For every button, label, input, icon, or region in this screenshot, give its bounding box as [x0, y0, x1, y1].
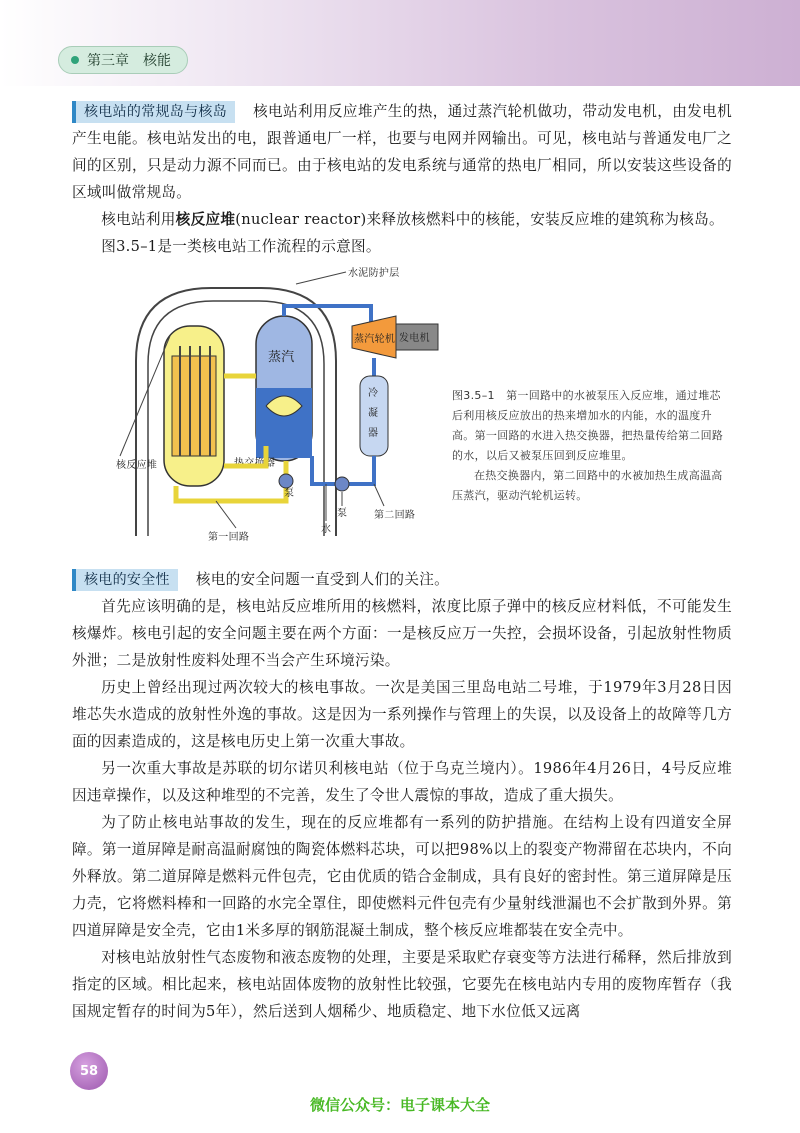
- page-number-badge: 58: [70, 1052, 108, 1090]
- chapter-badge: [58, 46, 188, 74]
- paragraph-safety-3: 另一次重大事故是苏联的切尔诺贝利核电站（位于乌克兰境内）。1986年4月26日，4号反应堆因违章操作，以及这种堆型的不完善，发生了令世人震惊的事故，造成了重大损失。: [72, 760, 732, 804]
- label-cooler-1: 冷: [368, 388, 379, 399]
- pump-2: [335, 477, 349, 491]
- reactor-term: 核反应堆: [175, 211, 236, 228]
- figure-3-5-1: [72, 266, 732, 556]
- label-loop1: 第一回路: [208, 532, 250, 543]
- label-cooler-3: 器: [368, 428, 379, 439]
- chapter-title: 第三章 核能: [87, 53, 171, 69]
- pump-1: [279, 474, 293, 488]
- label-turbine: 蒸汽轮机: [354, 334, 396, 345]
- section-tag-safety: 核电的安全性: [72, 569, 178, 591]
- caption-part-1: 图3.5–1 第一回路中的水被泵压入反应堆，通过堆芯后利用核反应放出的热来增加水的内能，水的温度升高。第一回路的水进入热交换器，把热量传给第二回路的水，以后又被泵压回到反应堆里。: [452, 389, 724, 462]
- label-loop2: 第二回路: [374, 510, 416, 521]
- paragraph-safety-2: 历史上曾经出现过两次较大的核电事故。一次是美国三里岛电站二号堆，于1979年3月28日因堆芯失水造成的放射性外逸的事故。这是因为一系列操作与管理上的失误，以及设备上的故障等几方面的因素造成的，这是核电历史上第一次重大事故。: [72, 679, 732, 750]
- reactor-diagram: [116, 266, 476, 556]
- paragraph-island-intro: [72, 98, 732, 206]
- island-intro-text: 核电站利用反应堆产生的热，通过蒸汽轮机做功，带动发电机，由发电机产生电能。核电站发出的电，跟普通电厂一样，也要与电网并网输出。可见，核电站与普通发电厂之间的区别，只是动力源不同而已。由于核电站的发电系统与通常的热电厂相同，所以安装这些设备的区域叫做常规岛。: [72, 103, 732, 201]
- loop2-leader: [374, 484, 384, 506]
- watermark-text: 微信公众号：电子课本大全: [309, 1096, 490, 1114]
- reactor-text-a: 核电站利用: [101, 211, 176, 228]
- paragraph-safety-4: 为了防止核电站事故的发生，现在的反应堆都有一系列的防护措施。在结构上设有四道安全屏障。第一道屏障是耐高温耐腐蚀的陶瓷体燃料芯块，可以把98%以上的裂变产物滞留在芯块内，不向外释放。第二道屏障是燃料元件包壳，它由优质的锆合金制成，具有良好的密封性。第三道屏障是压力壳，它将燃料棒和一回路的水完全罩住，即使燃料元件包壳有少量射线泄漏也不会扩散到外界。第四道屏障是安全壳，它由1米多厚的钢筋混凝土制成，整个核反应堆都装在安全壳中。: [72, 814, 732, 939]
- paragraph-safety-1: 首先应该明确的是，核电站反应堆所用的核燃料，浓度比原子弹中的核反应材料低，不可能发生核爆炸。核电引起的安全问题主要在两个方面：一是核反应万一失控，会损坏设备，引起放射性物质外泄；二是放射性废料处理不当会产生环境污染。: [72, 598, 732, 669]
- label-steam: 蒸汽: [268, 350, 295, 365]
- section-tag-island: 核电站的常规岛与核岛: [72, 101, 235, 123]
- loop1-leader: [216, 501, 236, 528]
- bullet-dot-icon: [71, 56, 79, 64]
- reactor-leader: [120, 336, 170, 456]
- label-pump2: 泵: [337, 508, 348, 519]
- label-pump1: 泵: [284, 488, 295, 499]
- paragraph-safety-intro: [72, 566, 732, 593]
- page-body: [72, 94, 732, 1025]
- reactor-text-b: (nuclear reactor)来释放核燃料中的核能，安装反应堆的建筑称为核岛。: [235, 211, 724, 228]
- label-reactor: 核反应堆: [116, 460, 158, 471]
- figure-caption: [452, 386, 732, 506]
- label-shield: 水泥防护层: [348, 268, 400, 279]
- caption-part-2: 在热交换器内，第二回路中的水被加热生成高温高压蒸汽，驱动汽轮机运转。: [452, 469, 723, 502]
- paragraph-figure-ref: 图3.5–1是一类核电站工作流程的示意图。: [101, 238, 381, 255]
- label-water: 水: [321, 524, 332, 535]
- label-cooler-2: 凝: [368, 408, 379, 419]
- paragraph-reactor: [72, 206, 732, 233]
- shield-leader: [296, 272, 346, 284]
- safety-intro-text: 核电的安全问题一直受到人们的关注。: [195, 571, 450, 588]
- label-exchanger: 热交换器: [234, 458, 276, 469]
- paragraph-safety-5: 对核电站放射性气态废物和液态废物的处理，主要是采取贮存衰变等方法进行稀释，然后排放到指定的区域。相比起来，核电站固体废物的放射性比较强，它要先在核电站内专用的废物库暂存（我国规定暂存的时间为5年），然后送到人烟稀少、地质稳定、地下水位低又远离: [72, 949, 732, 1020]
- label-generator: 发电机: [399, 333, 430, 344]
